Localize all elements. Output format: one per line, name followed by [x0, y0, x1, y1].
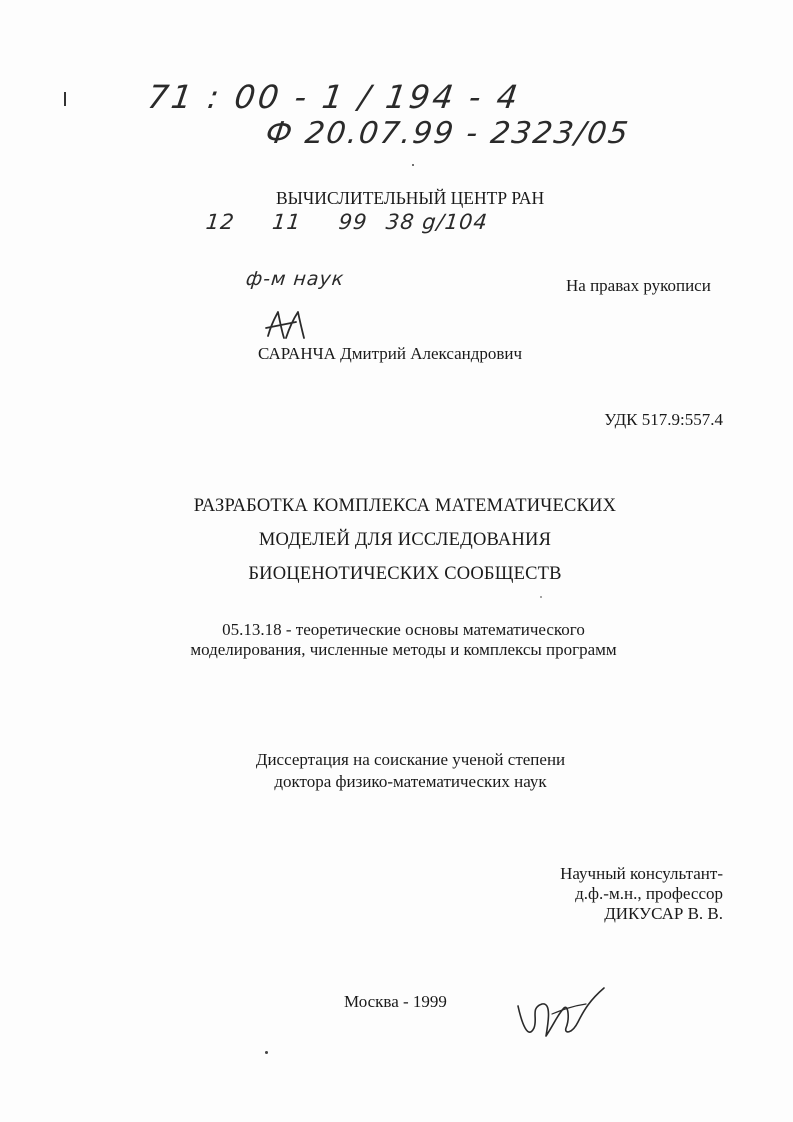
author-name: САРАНЧА Дмитрий Александрович — [258, 344, 523, 363]
handwritten-field: ф-м наук — [244, 268, 346, 290]
title-line-2: МОДЕЛЕЙ ДЛЯ ИССЛЕДОВАНИЯ — [258, 530, 552, 550]
margin-mark — [64, 92, 66, 106]
advisor-degree: д.ф.-м.н., профессор — [575, 884, 723, 903]
handwritten-date: 12 11 99 — [204, 210, 369, 234]
handwritten-entry-number: 38 g/104 — [384, 210, 490, 234]
specialty-line-2: моделирования, численные методы и комплексы программ — [190, 640, 617, 659]
handwritten-registration: Ф 20.07.99 - 2323/05 — [263, 116, 632, 151]
institution-name: ВЫЧИСЛИТЕЛЬНЫЙ ЦЕНТР РАН — [276, 188, 545, 208]
advisor-role: Научный консультант- — [560, 864, 723, 883]
degree-line-1: Диссертация на соискание ученой степени — [255, 750, 566, 769]
handwritten-archive-number: 71 : 00 - 1 / 194 - 4 — [145, 78, 523, 116]
speck — [412, 164, 414, 166]
specialty-line-1: 05.13.18 - теоретические основы математического — [222, 620, 585, 639]
speck — [265, 1051, 268, 1054]
signature — [512, 984, 612, 1044]
advisor-name: ДИКУСАР В. В. — [604, 904, 723, 923]
degree-line-2: доктора физико-математических наук — [274, 772, 547, 791]
manuscript-rights: На правах рукописи — [566, 276, 711, 295]
speck — [540, 596, 542, 598]
title-line-1: РАЗРАБОТКА КОМПЛЕКСА МАТЕМАТИЧЕСКИХ — [193, 496, 617, 516]
place-year: Москва - 1999 — [344, 992, 447, 1011]
title-line-3: БИОЦЕНОТИЧЕСКИХ СООБЩЕСТВ — [248, 564, 562, 584]
initials-scribble — [262, 308, 310, 344]
udc-code: УДК 517.9:557.4 — [604, 410, 723, 429]
